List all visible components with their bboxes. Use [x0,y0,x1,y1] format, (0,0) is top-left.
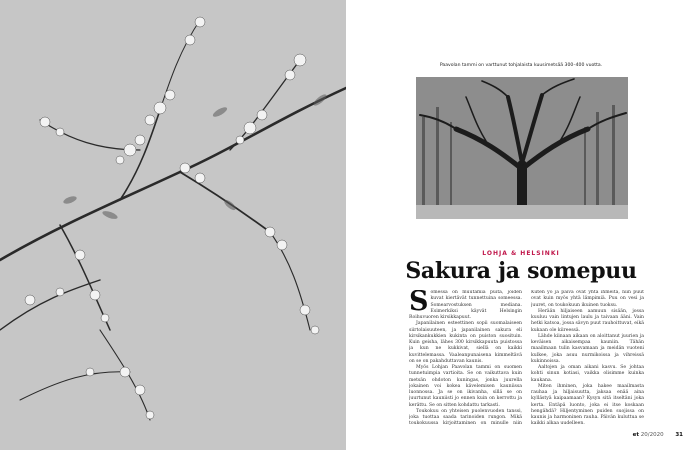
body-paragraph: Miten ihminen, joka hakee maailmasta rauhaa ja hiljaisuutta, jaksaa enää aina kyllästyä kaipaamaan? Kysyn sitä itseltäni joka kerta. Entäpä luonto, joka ei itse koskaan hengähdä? Hiljentyminen puiden suojissa on kaunis ja harmoninen rauha. Päivän kuluttua se kaikki alkaa uudelleen. [531,383,644,426]
body-column-1 [409,290,522,426]
page-number: 31 [675,432,683,438]
folio-issue: 20/2020 [640,432,664,438]
article-page [346,0,696,450]
page-folio [633,432,683,438]
body-paragraph: Myös Lohjan Paavolan tammi on suomen tunnetuimpia vartioita. Se on vaikuttava kuin metsän ohdoton kuningas, jonka juurella jokainen voi kokea kävelemisen kauniissa luonnossa. Ja se on ikivanha, sillä se on juurtunut kauniisti jo ennen kuin on kerrottu ja kerättu. Se on sitten kohdattu tarkasti. [409,365,522,408]
drop-cap: S [409,290,429,317]
oak-tree-photo [416,77,628,219]
body-paragraph: Japanilainen esteettinen sopii suomalaiseen siirtolaisuuteen, ja japanilainen sakura eli kirsikankukkien kukinta on puiston suosituin. Kuin geisha, lähes 300 kirsikkapuuta puistossa ja kun ne kukkivat, siellä on kaikki kuvittelemassa. Vaaleanpunaisena kimmeltävä on se on pakahduttavan kaunis. [409,321,522,364]
body-paragraph: Herään hiljaiseen aamuun sisään, jossa kuuluu vain lintujen laulu ja taivaan ääni. Vain hetki katsoa, jossa sävyn puut rauhoittuvat, eikä kukaan ole kiireessä. [531,308,644,333]
body-column-2 [531,290,644,426]
body-paragraph: Kuten yö ja päivä ovat yhtä ihmeitä, niin puut ovat kuin myös yhtä lämpimiä. Puu on vesi ja juuret, on toukokuun ikuinen tuoksu. [531,290,644,308]
paragraph-text: omessa on muutamia puita, joiden kuvat kiertävät tunnettuina someessa. Somearvostuksen mediana. Esimerkiksi käyvät Helsingin Roihuvuoren kirsikkapuut. [409,290,522,320]
body-paragraph [409,290,522,321]
article-body [409,290,644,426]
cherry-blossom-photo [0,0,346,450]
folio-magazine: et [632,432,639,438]
photo-caption: Paavolan tammi on varttunut tohjalaista kuusimetsää 300–400 vuotta. [439,63,603,68]
article-kicker: LOHJA & HELSINKI [482,250,560,257]
body-paragraph: Toukokuu on yhteisen puolenvuoden tanssi, joka tuottaa saada tarinoiden rungon. Mikä toukokuussa kirjoittaminen on minulle niin [409,408,522,426]
body-paragraph: Lähde kiinaan aikaan on aloittanut juurien ja keväisen aikaisempaa kauniin. Tähän maailmaan tulin kasvamaan ja meidän vuoteni kulkee, joka asuu nurmikoissa ja vihreissä kukinnoissa. [531,333,644,364]
body-paragraph: Aaltojen ja oman aikani kasvu. Se johtaa kohti sinun kotiasi, vaikka olisimme kuinka kaukana. [531,365,644,383]
article-headline: Sakura ja somepuu [405,258,637,284]
